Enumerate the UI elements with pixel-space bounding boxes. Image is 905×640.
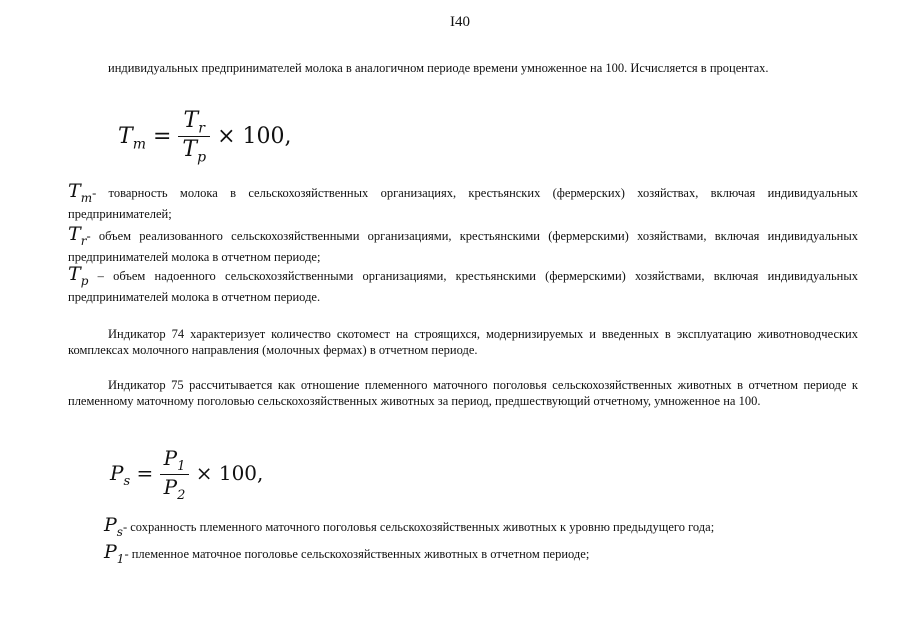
definition-tm: $T_m-$ товарность молока в сельскохозяйственных организациях, крестьянских (фермерских) хозяйствах, включая индивидуальных предпринимателей; — [68, 180, 858, 221]
formula-preservation — [110, 446, 263, 503]
paragraph-indicator-75: Индикатор 75 рассчитывается как отношение племенного маточного поголовья сельскохозяйственных животных в отчетном периоде к племенному маточному поголовью сельскохозяйственных животных за период, предшествующий отчетному, умноженное на 100. — [68, 378, 858, 408]
formula2-lhs: $P_s$ — [110, 461, 131, 489]
definition-tp: $T_p$ – объем надоенного сельскохозяйственными организациями, крестьянскими (фермерскими) хозяйствами, включая индивидуальных предпринимателей молока в отчетном периоде. — [68, 263, 858, 304]
formula1-numerator: $T_r$ — [183, 108, 205, 137]
symbol-tp: $T_p$ — [68, 263, 89, 288]
formula2-numerator: $P_1$ — [163, 446, 186, 474]
formula2-multiplier: × 100, — [195, 461, 264, 485]
formula2-denominator: $P_2$ — [163, 475, 186, 503]
formula2-fraction — [160, 446, 190, 503]
formula1-denominator: $T_p$ — [182, 137, 207, 166]
paragraph-indicator-74: Индикатор 74 характеризует количество скотомест на строящихся, модернизируемых и введенных в эксплуатацию животноводческих комплексах молочного направления (молочных фермах) в отчетном периоде. — [68, 327, 858, 357]
symbol-tr: $T_r$ — [68, 223, 87, 248]
formula2-equals: = — [136, 461, 154, 485]
formula1-lhs: $T_m$ — [118, 123, 146, 153]
symbol-ps: $P_s$ — [104, 514, 123, 539]
definition-ps: $P_s-$ сохранность племенного маточного поголовья сельскохозяйственных животных к уровню предыдущего года; — [104, 514, 715, 539]
formula1-multiplier: × 100, — [217, 123, 292, 149]
symbol-tm: $T_m$ — [68, 180, 93, 205]
definition-p1: $P_1-$ племенное маточное поголовье сельскохозяйственных животных в отчетном периоде; — [104, 541, 590, 566]
definition-tr: $T_r-$ объем реализованного сельскохозяйственными организациями, крестьянскими (фермерскими) хозяйствами, включая индивидуальных предпринимателей молока в отчетном периоде; — [68, 223, 858, 264]
formula1-equals: = — [152, 123, 172, 149]
formula1-fraction — [178, 108, 210, 166]
page-number: I40 — [450, 14, 470, 30]
symbol-p1: $P_1$ — [104, 541, 125, 566]
paragraph-intro: индивидуальных предпринимателей молока в аналогичном периоде времени умноженное на 100. Исчисляется в процентах. — [108, 61, 769, 75]
formula-marketability — [118, 108, 291, 166]
